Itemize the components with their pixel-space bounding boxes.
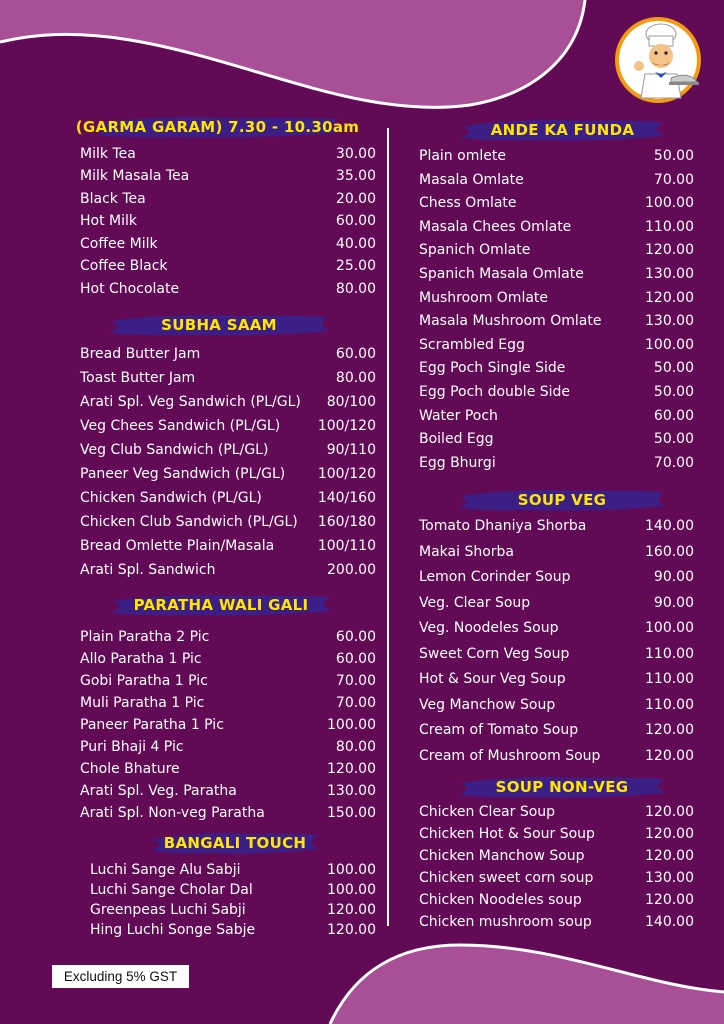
- item-name: Hot & Sour Veg Soup: [419, 671, 566, 687]
- menu-item: [90, 882, 376, 898]
- item-name: Paneer Veg Sandwich (PL/GL): [80, 466, 286, 482]
- item-price: 100.00: [327, 717, 376, 733]
- menu-item: [419, 408, 694, 424]
- section-title: (GARMA GARAM) 7.30 - 10.30am: [75, 118, 360, 136]
- item-name: Cream of Mushroom Soup: [419, 747, 601, 764]
- menu-list-paratha-wali-gali: [80, 629, 376, 829]
- menu-item: [90, 922, 376, 938]
- item-price: 50.00: [653, 384, 694, 400]
- item-price: 120.00: [645, 892, 694, 908]
- item-price: 150.00: [327, 805, 376, 821]
- item-price: 70.00: [335, 673, 376, 689]
- item-name: Scrambled Egg: [419, 336, 525, 353]
- menu-item: [419, 697, 694, 713]
- item-price: 110.00: [645, 671, 694, 687]
- item-price: 120.00: [645, 242, 694, 259]
- item-price: 100.00: [327, 882, 376, 898]
- item-name: Plain Paratha 2 Pic: [80, 629, 210, 645]
- menu-item: [80, 629, 376, 645]
- item-price: 160.00: [645, 543, 694, 560]
- item-price: 80.00: [335, 739, 376, 755]
- item-name: Hing Luchi Songe Sabje: [90, 922, 256, 938]
- section-heading-garma-garam: [75, 113, 360, 141]
- menu-item: [419, 569, 694, 585]
- menu-item: [419, 219, 694, 235]
- item-price: 110.00: [645, 696, 694, 713]
- menu-item: [80, 168, 376, 184]
- item-name: Chicken Manchow Soup: [419, 848, 585, 864]
- item-price: 120.00: [327, 902, 376, 918]
- menu-item: [90, 862, 376, 878]
- item-price: 90/110: [326, 442, 376, 458]
- menu-item: [419, 148, 694, 164]
- menu-item: [80, 562, 376, 578]
- item-price: 40.00: [335, 236, 376, 252]
- item-name: Chicken Sandwich (PL/GL): [80, 490, 262, 506]
- section-title: PARATHA WALI GALI: [133, 596, 309, 614]
- item-name: Luchi Sange Cholar Dal: [90, 882, 253, 898]
- menu-item: [419, 266, 694, 282]
- menu-list-garma-garam: [80, 146, 376, 306]
- item-name: Puri Bhaji 4 Pic: [80, 739, 184, 755]
- menu-item: [419, 360, 694, 376]
- item-price: 120.00: [645, 722, 694, 738]
- menu-list-ande-ka-funda: [419, 148, 694, 478]
- item-name: Chicken Noodeles soup: [419, 892, 582, 908]
- item-name: Greenpeas Luchi Sabji: [90, 902, 246, 918]
- item-name: Milk Tea: [80, 146, 136, 162]
- section-heading-paratha-wali-gali: [110, 591, 332, 619]
- item-name: Allo Paratha 1 Pic: [80, 651, 202, 667]
- item-price: 100/120: [317, 418, 376, 434]
- item-name: Paneer Paratha 1 Pic: [80, 717, 224, 733]
- item-price: 100.00: [645, 336, 694, 353]
- item-price: 110.00: [645, 218, 694, 235]
- item-name: Arati Spl. Veg. Paratha: [80, 783, 237, 799]
- menu-item: [419, 620, 694, 636]
- gst-note: Excluding 5% GST: [52, 965, 189, 988]
- item-name: Arati Spl. Non-veg Paratha: [80, 805, 265, 821]
- item-name: Cream of Tomato Soup: [419, 722, 579, 738]
- item-name: Chicken Hot & Sour Soup: [419, 826, 595, 842]
- item-name: Black Tea: [80, 191, 146, 207]
- menu-item: [419, 172, 694, 188]
- section-title: ANDE KA FUNDA: [490, 121, 635, 139]
- menu-item: [419, 914, 694, 930]
- menu-item: [80, 783, 376, 799]
- item-price: 140.00: [645, 518, 694, 534]
- item-name: Masala Mushroom Omlate: [419, 313, 602, 330]
- item-price: 120.00: [645, 747, 694, 764]
- menu-item: [80, 346, 376, 362]
- menu-item: [419, 337, 694, 353]
- section-title: BANGALI TOUCH: [163, 834, 307, 852]
- menu-list-bangali-touch: [90, 862, 376, 942]
- item-name: Hot Milk: [80, 213, 137, 229]
- item-price: 160/180: [317, 514, 376, 530]
- item-name: Bread Butter Jam: [80, 346, 201, 362]
- item-name: Gobi Paratha 1 Pic: [80, 673, 208, 689]
- item-name: Chicken Clear Soup: [419, 804, 556, 820]
- item-name: Spanich Omlate: [419, 242, 531, 259]
- item-price: 60.00: [335, 629, 376, 645]
- menu-item: [419, 848, 694, 864]
- item-name: Toast Butter Jam: [80, 370, 196, 386]
- item-price: 130.00: [645, 870, 694, 886]
- item-price: 60.00: [335, 651, 376, 667]
- menu-item: [80, 538, 376, 554]
- menu-item: [419, 646, 694, 662]
- menu-item: [419, 195, 694, 211]
- menu-item: [80, 191, 376, 207]
- chef-logo-icon: [611, 16, 705, 104]
- menu-item: [419, 892, 694, 908]
- item-price: 50.00: [653, 148, 694, 164]
- item-price: 130.00: [645, 266, 694, 282]
- menu-item: [419, 455, 694, 471]
- section-title: SUBHA SAAM: [161, 316, 277, 334]
- menu-item: [80, 514, 376, 530]
- item-name: Bread Omlette Plain/Masala: [80, 538, 275, 554]
- menu-item: [419, 722, 694, 738]
- menu-item: [80, 805, 376, 821]
- item-name: Arati Spl. Sandwich: [80, 562, 216, 578]
- item-name: Mushroom Omlate: [419, 289, 549, 306]
- menu-list-soup-veg: [419, 518, 694, 776]
- section-heading-soup-veg: [458, 486, 666, 514]
- menu-item: [419, 313, 694, 329]
- item-name: Coffee Milk: [80, 236, 158, 252]
- item-name: Egg Bhurgi: [419, 454, 496, 471]
- item-name: Arati Spl. Veg Sandwich (PL/GL): [80, 394, 301, 410]
- item-price: 80/100: [326, 394, 376, 410]
- item-name: Water Poch: [419, 407, 498, 424]
- item-price: 90.00: [653, 594, 694, 611]
- menu-item: [80, 418, 376, 434]
- menu-item: [80, 213, 376, 229]
- item-name: Coffee Black: [80, 258, 168, 274]
- item-price: 25.00: [335, 258, 376, 274]
- item-price: 35.00: [335, 168, 376, 184]
- menu-item: [80, 146, 376, 162]
- menu-item: [419, 595, 694, 611]
- item-price: 60.00: [335, 213, 376, 229]
- item-price: 120.00: [645, 289, 694, 306]
- item-price: 90.00: [653, 569, 694, 585]
- item-name: Egg Poch double Side: [419, 384, 571, 400]
- item-name: Tomato Dhaniya Shorba: [419, 518, 587, 534]
- item-price: 120.00: [327, 761, 376, 777]
- item-price: 120.00: [327, 922, 376, 938]
- menu-item: [80, 370, 376, 386]
- section-heading-soup-non-veg: [458, 773, 666, 801]
- item-name: Makai Shorba: [419, 543, 514, 560]
- item-price: 50.00: [653, 360, 694, 377]
- menu-item: [80, 442, 376, 458]
- menu-list-soup-non-veg: [419, 804, 694, 934]
- section-title: SOUP VEG: [517, 491, 607, 509]
- item-name: Spanich Masala Omlate: [419, 266, 584, 282]
- item-price: 100/120: [317, 466, 376, 482]
- item-price: 80.00: [335, 370, 376, 386]
- item-name: Chicken mushroom soup: [419, 914, 592, 930]
- item-price: 120.00: [645, 826, 694, 842]
- item-price: 100.00: [645, 620, 694, 636]
- menu-item: [80, 236, 376, 252]
- menu-item: [80, 394, 376, 410]
- item-price: 50.00: [653, 431, 694, 448]
- item-name: Hot Chocolate: [80, 281, 180, 297]
- item-price: 60.00: [335, 346, 376, 362]
- section-heading-subha-saam: [108, 311, 330, 339]
- item-price: 100.00: [645, 195, 694, 212]
- menu-item: [419, 870, 694, 886]
- menu-item: [80, 651, 376, 667]
- item-price: 30.00: [335, 146, 376, 162]
- item-name: Masala Omlate: [419, 171, 524, 188]
- menu-item: [419, 431, 694, 447]
- item-price: 140.00: [645, 914, 694, 930]
- menu-item: [80, 281, 376, 297]
- item-price: 70.00: [335, 695, 376, 711]
- menu-item: [80, 466, 376, 482]
- item-name: Luchi Sange Alu Sabji: [90, 862, 241, 878]
- menu-item: [80, 673, 376, 689]
- menu-item: [419, 826, 694, 842]
- item-name: Veg. Clear Soup: [419, 594, 531, 611]
- menu-item: [80, 739, 376, 755]
- item-name: Boiled Egg: [419, 431, 494, 448]
- menu-item: [80, 761, 376, 777]
- menu-item: [419, 544, 694, 560]
- item-price: 130.00: [327, 783, 376, 799]
- item-name: Sweet Corn Veg Soup: [419, 645, 570, 662]
- menu-item: [80, 717, 376, 733]
- item-price: 140/160: [317, 490, 376, 506]
- section-heading-ande-ka-funda: [460, 116, 665, 144]
- item-price: 70.00: [653, 171, 694, 188]
- item-name: Plain omlete: [419, 148, 506, 164]
- item-price: 100/110: [317, 538, 376, 554]
- item-price: 120.00: [645, 804, 694, 820]
- item-name: Chole Bhature: [80, 761, 180, 777]
- menu-item: [419, 671, 694, 687]
- item-name: Veg. Noodeles Soup: [419, 620, 559, 636]
- item-name: Chicken Club Sandwich (PL/GL): [80, 514, 298, 530]
- section-title: SOUP NON-VEG: [495, 778, 629, 796]
- item-name: Muli Paratha 1 Pic: [80, 695, 205, 711]
- item-price: 110.00: [645, 645, 694, 662]
- menu-item: [419, 804, 694, 820]
- menu-item: [419, 518, 694, 534]
- menu-item: [419, 290, 694, 306]
- item-name: Chess Omlate: [419, 195, 517, 212]
- item-name: Milk Masala Tea: [80, 168, 190, 184]
- item-name: Egg Poch Single Side: [419, 360, 566, 377]
- menu-item: [80, 490, 376, 506]
- item-name: Chicken sweet corn soup: [419, 870, 594, 886]
- item-price: 120.00: [645, 848, 694, 864]
- item-name: Veg Club Sandwich (PL/GL): [80, 442, 269, 458]
- item-price: 70.00: [653, 454, 694, 471]
- menu-item: [419, 748, 694, 764]
- item-price: 130.00: [645, 313, 694, 330]
- section-heading-bangali-touch: [150, 829, 320, 857]
- menu-list-subha-saam: [80, 346, 376, 586]
- menu-item: [80, 258, 376, 274]
- menu-item: [80, 695, 376, 711]
- column-divider: [387, 128, 389, 926]
- item-name: Veg Chees Sandwich (PL/GL): [80, 418, 281, 434]
- item-name: Masala Chees Omlate: [419, 218, 572, 235]
- menu-item: [419, 384, 694, 400]
- item-name: Lemon Corinder Soup: [419, 569, 571, 585]
- item-price: 100.00: [327, 862, 376, 878]
- menu-item: [90, 902, 376, 918]
- item-price: 60.00: [653, 407, 694, 424]
- item-price: 20.00: [335, 191, 376, 207]
- item-price: 80.00: [335, 281, 376, 297]
- menu-item: [419, 242, 694, 258]
- item-price: 200.00: [327, 562, 376, 578]
- item-name: Veg Manchow Soup: [419, 696, 556, 713]
